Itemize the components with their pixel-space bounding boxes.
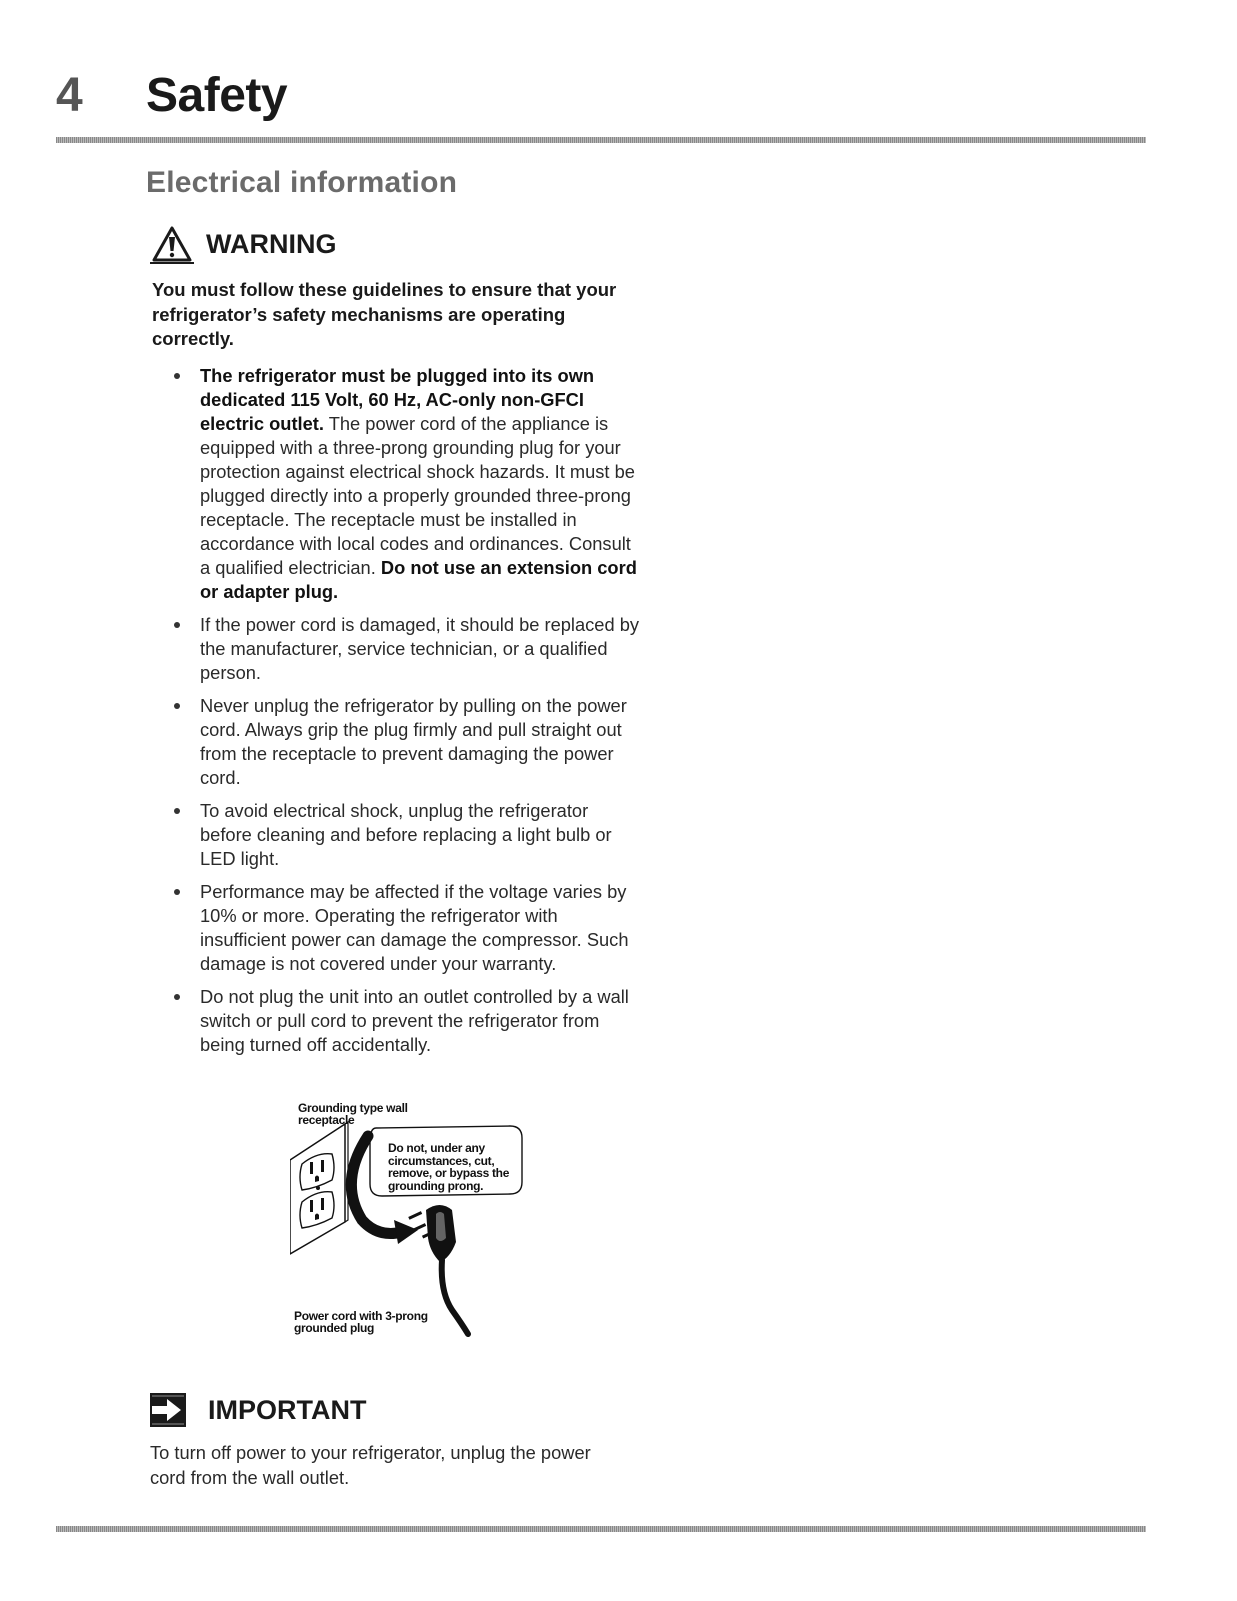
guideline-list — [172, 364, 642, 1066]
warning-heading — [146, 224, 337, 264]
header-divider — [56, 137, 1146, 143]
arrow-box-icon — [150, 1393, 186, 1427]
list-item — [172, 613, 642, 685]
list-item — [172, 985, 642, 1057]
list-item-bold-text: Do not use an extension cord or adapter plug. — [200, 557, 637, 602]
list-item-bold-text: The refrigerator must be plugged into its own dedicated 115 Volt, 60 Hz, AC-only non-GFCI electric outlet. — [200, 365, 595, 434]
list-item-text: Never unplug the refrigerator by pulling on the power cord. Always grip the plug firmly and pull straight out from the receptacle to prevent damaging the power cord. — [200, 695, 627, 788]
footer-divider — [56, 1526, 1146, 1532]
bullet-icon — [174, 889, 180, 895]
grounding-plug-figure — [290, 1102, 550, 1352]
bullet-icon — [174, 373, 180, 379]
list-item-text: Do not plug the unit into an outlet controlled by a wall switch or pull cord to prevent the refrigerator from being turned off accidentally. — [200, 986, 629, 1055]
page-header — [56, 66, 1146, 126]
bullet-icon — [174, 808, 180, 814]
warning-lead-text: You must follow these guidelines to ensure that your refrigerator’s safety mechanisms are operating correctly. — [152, 279, 617, 349]
list-item — [172, 694, 642, 790]
list-item — [172, 880, 642, 976]
list-item-text: If the power cord is damaged, it should be replaced by the manufacturer, service technician, or a qualified person. — [200, 614, 640, 683]
section-title: Electrical information — [146, 166, 458, 199]
warning-label: WARNING — [206, 228, 337, 259]
important-label: IMPORTANT — [208, 1394, 367, 1425]
grounding-prong-callout: Do not, under any circumstances, cut, remove, or bypass the grounding prong. — [388, 1141, 510, 1193]
bullet-icon — [174, 994, 180, 1000]
list-item-text: Performance may be affected if the voltage varies by 10% or more. Operating the refrigerator with insufficient power can damage the compressor. Such damage is not covered under your warranty. — [200, 881, 629, 974]
chapter-title: Safety — [146, 69, 288, 122]
list-item — [172, 364, 642, 604]
bullet-icon — [174, 703, 180, 709]
power-cord-label: Power cord with 3-prong grounded plug — [294, 1309, 428, 1335]
bullet-icon — [174, 622, 180, 628]
chapter-number: 4 — [56, 69, 83, 122]
important-heading — [150, 1392, 366, 1428]
receptacle-label: Grounding type wall receptacle — [298, 1101, 408, 1127]
warning-triangle-icon — [146, 224, 198, 264]
list-item-text: To avoid electrical shock, unplug the refrigerator before cleaning and before replacing a light bulb or LED light. — [200, 800, 612, 869]
important-text: To turn off power to your refrigerator, unplug the power cord from the wall outlet. — [150, 1442, 591, 1488]
list-item — [172, 799, 642, 871]
list-item-text: The power cord of the appliance is equipped with a three-prong grounding plug for your protection against electrical shock hazards. It must be plugged directly into a properly grounded three-prong receptacle. The receptacle must be installed in accordance with local codes and ordinances. Consult a qualified electrician. — [200, 413, 635, 578]
